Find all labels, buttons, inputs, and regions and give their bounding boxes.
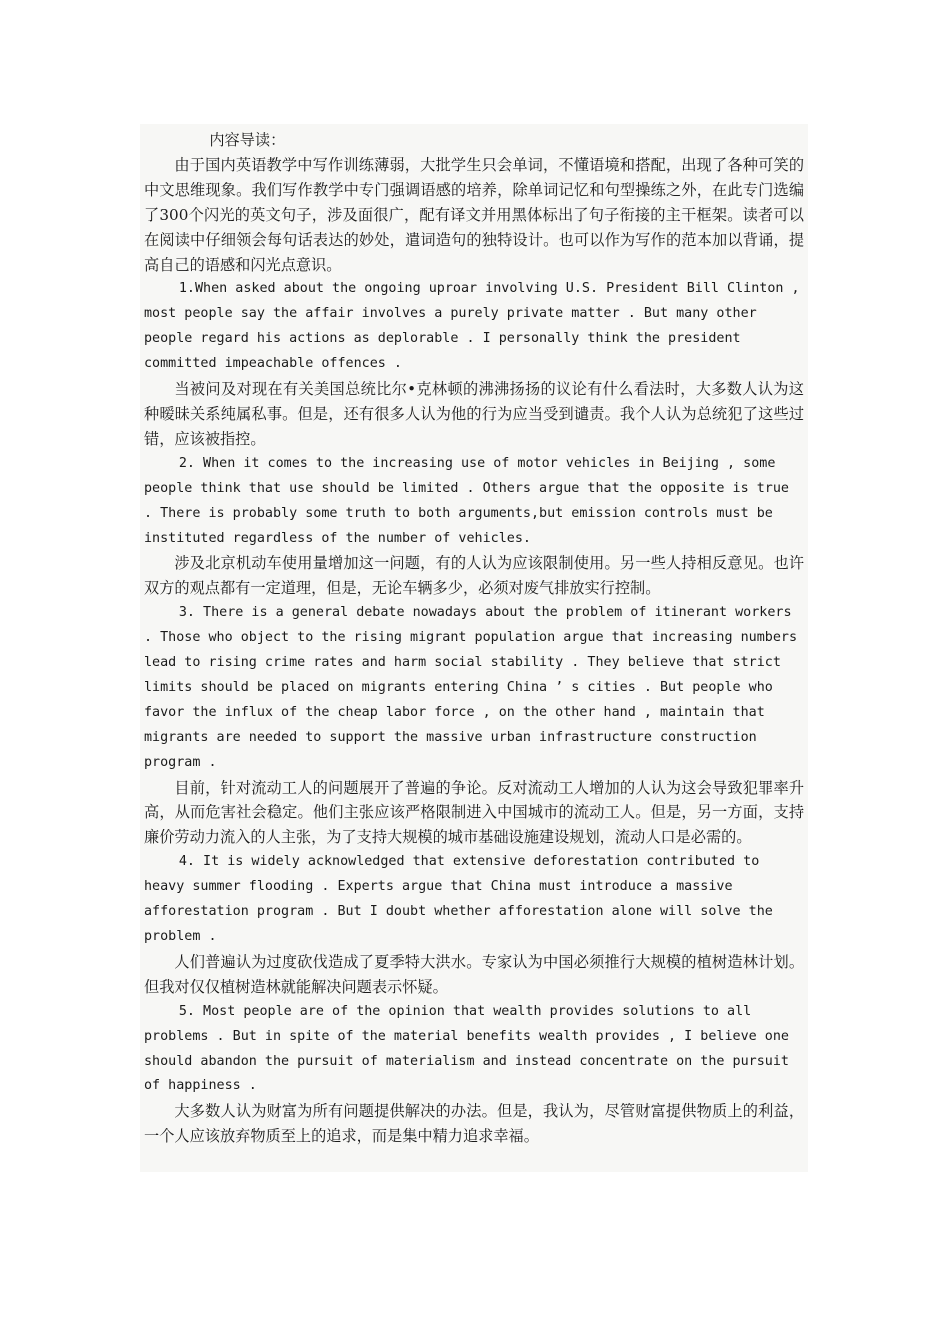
- sentence-5-chinese: 大多数人认为财富为所有问题提供解决的办法。但是，我认为，尽管财富提供物质上的利益，一个人应该放弃物质至上的追求，而是集中精力追求幸福。: [144, 1102, 804, 1146]
- article-body: [140, 124, 808, 1172]
- sentence-3-chinese: 目前，针对流动工人的问题展开了普遍的争论。反对流动工人增加的人认为这会导致犯罪率升高，从而危害社会稳定。他们主张应该严格限制进入中国城市的流动工人。但是，另一方面，支持廉价劳动力流入的人主张，为了支持大规模的城市基础设施建设规划，流动人口是必需的。: [144, 778, 804, 847]
- intro-heading: 内容导读：: [209, 131, 286, 149]
- sentence-4-chinese: 人们普遍认为过度砍伐造成了夏季特大洪水。专家认为中国必须推行大规模的植树造林计划。但我对仅仅植树造林就能解决问题表示怀疑。: [144, 952, 804, 996]
- sentence-1-english: 1.When asked about the ongoing uproar involving U.S. President Bill Clinton , most people say the affair involves a purely private matter . But many other people regard his actions as deplorable . I personally think the president committed impeachable offences .: [144, 281, 800, 372]
- sentence-3-english: 3. There is a general debate nowadays about the problem of itinerant workers . Those who object to the rising migrant population argue that increasing numbers lead to rising crime rates and harm social stability . They believe that strict limits should be placed on migrants entering China ’ s cities . But people who favor the influx of the cheap labor force , on the other hand , maintain that migrants are needed to support the massive urban infrastructure construction program .: [144, 605, 798, 770]
- sentence-2-chinese: 涉及北京机动车使用量增加这一问题，有的人认为应该限制使用。另一些人持相反意见。也许双方的观点都有一定道理，但是，无论车辆多少，必须对废气排放实行控制。: [144, 554, 804, 598]
- sentence-2-english: 2. When it comes to the increasing use of motor vehicles in Beijing , some people think that use should be limited . Others argue that the opposite is true . There is probably some truth to both arguments,but emission controls must be instituted regardless of the number of vehicles.: [144, 455, 789, 546]
- sentence-5-english: 5. Most people are of the opinion that wealth provides solutions to all problems . But in spite of the material benefits wealth provides , I believe one should abandon the pursuit of materialism and instead concentrate on the pursuit of happiness .: [144, 1003, 789, 1094]
- sentence-1-chinese: 当被问及对现在有关美国总统比尔•克林顿的沸沸扬扬的议论有什么看法时，大多数人认为这种暧昧关系纯属私事。但是，还有很多人认为他的行为应当受到谴责。我个人认为总统犯了这些过错，应该被指控。: [144, 380, 804, 448]
- sentence-4-english: 4. It is widely acknowledged that extensive deforestation contributed to heavy summer flooding . Experts argue that China must introduce a massive afforestation program . But I doubt whether afforestation alone will solve the problem .: [144, 854, 773, 944]
- intro-paragraph: 由于国内英语教学中写作训练薄弱，大批学生只会单词，不懂语境和搭配，出现了各种可笑的中文思维现象。我们写作教学中专门强调语感的培养，除单词记忆和句型操练之外，在此专门选编了300个闪光的英文句子，涉及面很广，配有译文并用黑体标出了句子衔接的主干框架。读者可以在阅读中仔细领会每句话表达的妙处，遣词造句的独特设计。也可以作为写作的范本加以背诵，提高自己的语感和闪光点意识。: [144, 155, 804, 274]
